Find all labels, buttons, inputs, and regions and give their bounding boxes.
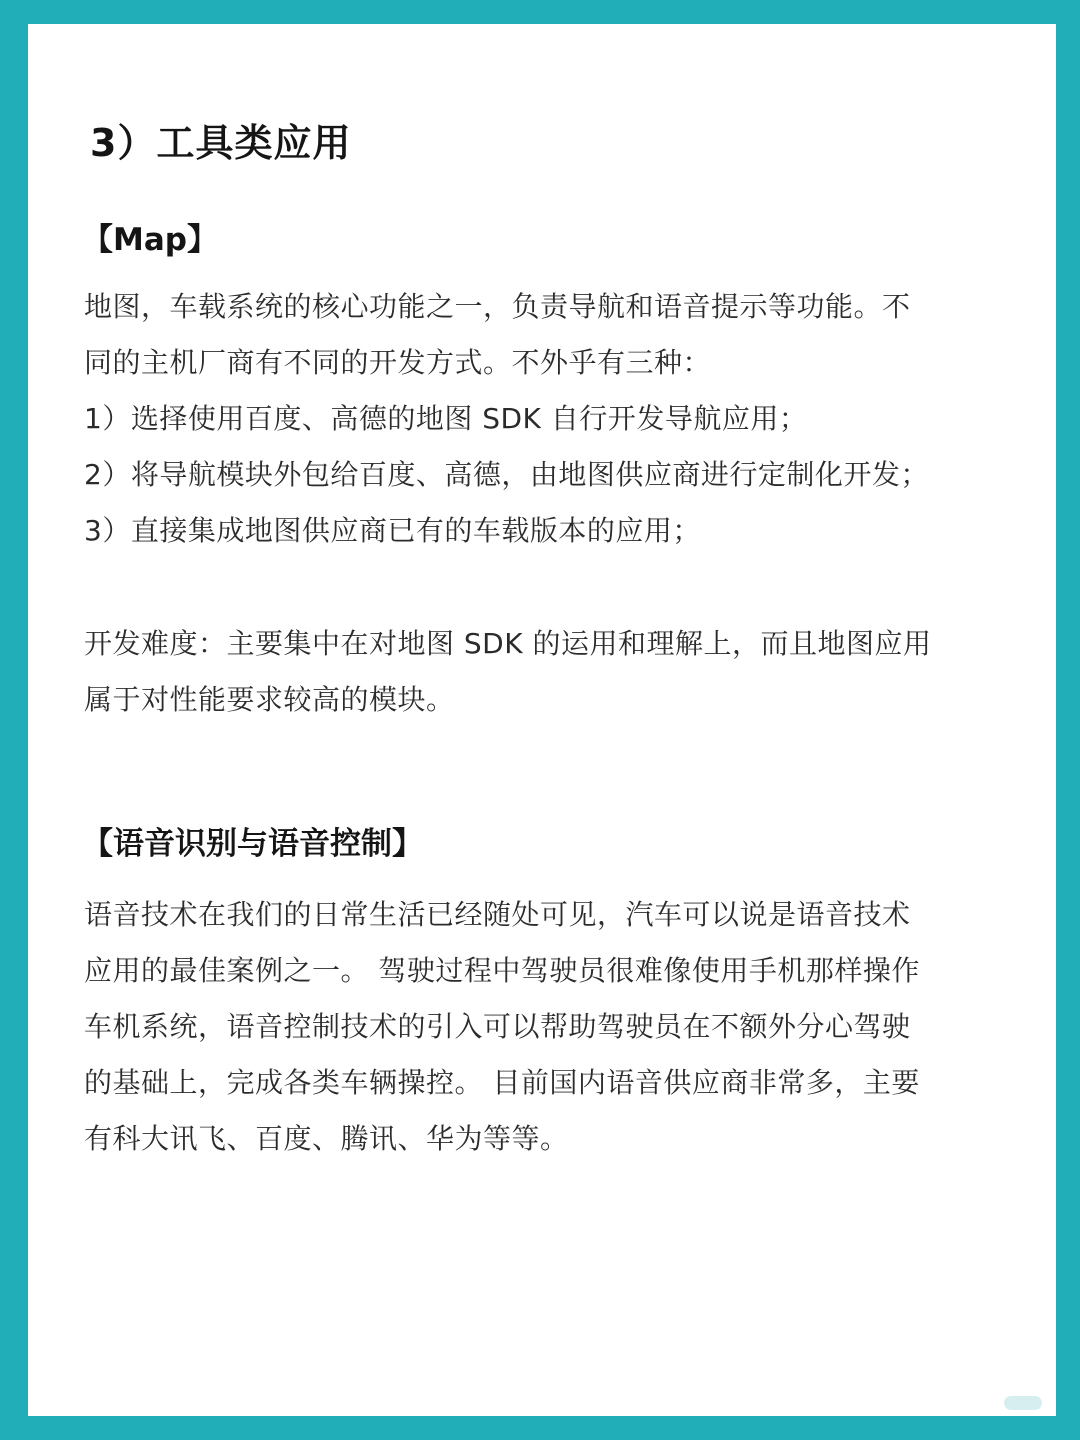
voice-line-2: 应用的最佳案例之一。 驾驶过程中驾驶员很难像使用手机那样操作 (84, 954, 920, 987)
map-intro-line-1: 地图，车载系统的核心功能之一，负责导航和语音提示等功能。不 (84, 290, 911, 323)
map-difficulty-line-1: 开发难度：主要集中在对地图 SDK 的运用和理解上，而且地图应用 (84, 627, 932, 660)
voice-line-4: 的基础上，完成各类车辆操控。 目前国内语音供应商非常多，主要 (84, 1066, 920, 1099)
voice-line-5: 有科大讯飞、百度、腾讯、华为等等。 (84, 1122, 569, 1155)
section-heading-voice: 【语音识别与语音控制】 (82, 826, 423, 862)
section-heading-map: 【Map】 (82, 222, 218, 258)
voice-line-3: 车机系统，语音控制技术的引入可以帮助驾驶员在不额外分心驾驶 (84, 1010, 911, 1043)
watermark-badge (1004, 1396, 1042, 1410)
map-option-2: 2）将导航模块外包给百度、高德，由地图供应商进行定制化开发； (84, 458, 929, 491)
voice-line-1: 语音技术在我们的日常生活已经随处可见，汽车可以说是语音技术 (84, 898, 911, 931)
page-title: 3）工具类应用 (90, 121, 352, 165)
map-difficulty-line-2: 属于对性能要求较高的模块。 (84, 683, 455, 716)
map-option-3: 3）直接集成地图供应商已有的车载版本的应用； (84, 514, 701, 547)
map-option-1: 1）选择使用百度、高德的地图 SDK 自行开发导航应用； (84, 402, 808, 435)
map-intro-line-2: 同的主机厂商有不同的开发方式。不外乎有三种： (84, 346, 712, 379)
